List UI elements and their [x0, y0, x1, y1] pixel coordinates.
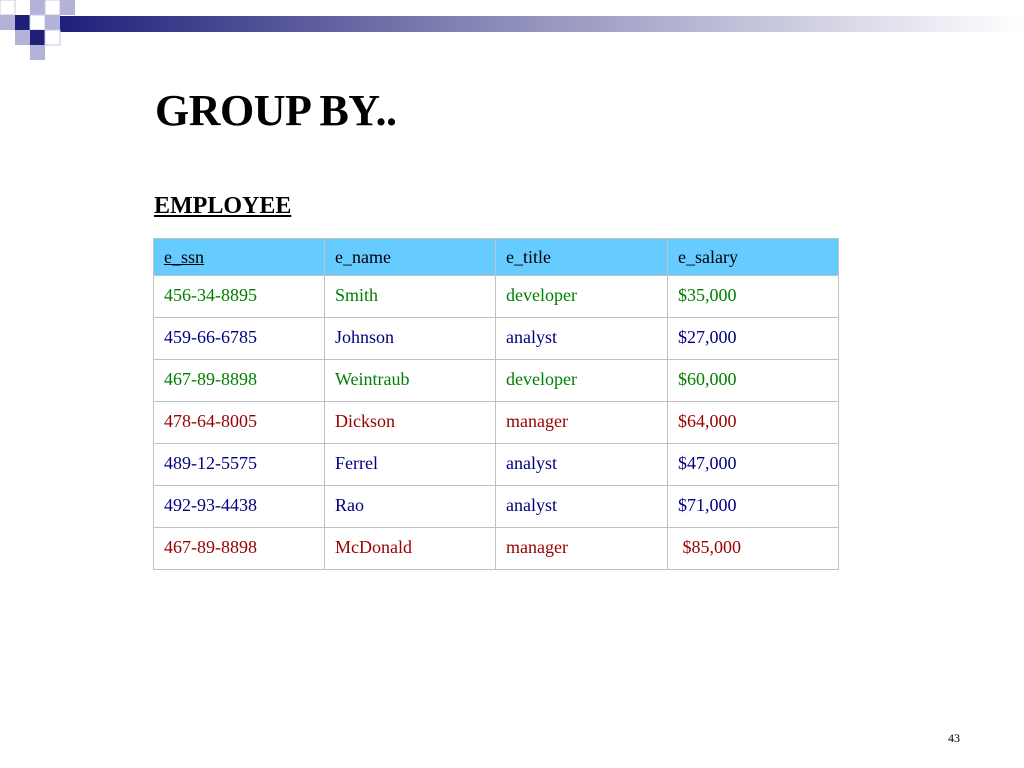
cell-e-salary: $35,000	[668, 276, 839, 318]
cell-e-ssn: 467-89-8898	[154, 528, 325, 570]
table-row	[154, 276, 839, 318]
slide-title: GROUP BY..	[155, 86, 397, 135]
cell-e-salary: $60,000	[668, 360, 839, 402]
cell-e-name: Weintraub	[325, 360, 496, 402]
cell-e-title: analyst	[496, 318, 668, 360]
column-header-e-salary: e_salary	[668, 239, 839, 276]
column-header-e-name: e_name	[325, 239, 496, 276]
table-row	[154, 444, 839, 486]
table-header-row	[154, 239, 839, 276]
cell-e-name: Ferrel	[325, 444, 496, 486]
cell-e-ssn: 478-64-8005	[154, 402, 325, 444]
cell-e-ssn: 467-89-8898	[154, 360, 325, 402]
cell-e-title: developer	[496, 360, 668, 402]
cell-e-salary: $64,000	[668, 402, 839, 444]
cell-e-title: manager	[496, 402, 668, 444]
employee-table	[153, 238, 839, 570]
cell-e-title: manager	[496, 528, 668, 570]
cell-e-ssn: 489-12-5575	[154, 444, 325, 486]
cell-e-ssn: 459-66-6785	[154, 318, 325, 360]
cell-e-ssn: 492-93-4438	[154, 486, 325, 528]
table-row	[154, 360, 839, 402]
cell-e-name: Dickson	[325, 402, 496, 444]
cell-e-salary: $85,000	[668, 528, 839, 570]
cell-e-ssn: 456-34-8895	[154, 276, 325, 318]
column-header-label: e_ssn	[164, 247, 204, 267]
header-decoration	[0, 0, 1024, 70]
table-row	[154, 486, 839, 528]
cell-e-salary: $71,000	[668, 486, 839, 528]
cell-e-title: analyst	[496, 486, 668, 528]
cell-e-salary: $27,000	[668, 318, 839, 360]
table-row	[154, 318, 839, 360]
cell-e-salary: $47,000	[668, 444, 839, 486]
cell-e-title: developer	[496, 276, 668, 318]
cell-e-name: Smith	[325, 276, 496, 318]
table-row	[154, 402, 839, 444]
cell-e-name: Rao	[325, 486, 496, 528]
table-caption: EMPLOYEE	[154, 193, 292, 219]
page-number: 43	[948, 731, 960, 745]
cell-e-name: Johnson	[325, 318, 496, 360]
column-header-e-ssn	[154, 239, 325, 276]
cell-e-title: analyst	[496, 444, 668, 486]
cell-e-name: McDonald	[325, 528, 496, 570]
column-header-e-title: e_title	[496, 239, 668, 276]
table-row	[154, 528, 839, 570]
